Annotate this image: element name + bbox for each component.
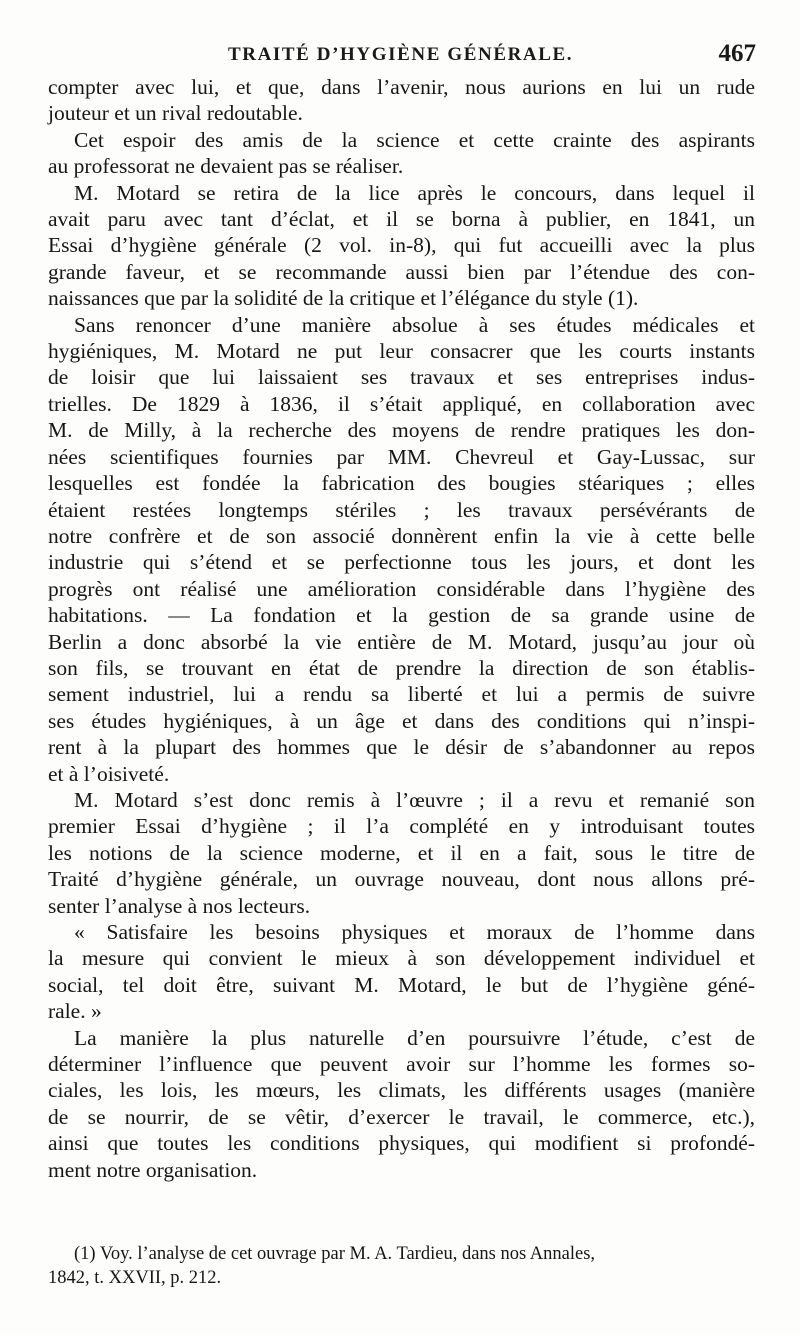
page-number: 467 [718, 40, 756, 67]
text-line: sement industriel, lui a rendu sa liberté et lui a permis de suivre [48, 682, 755, 707]
text-line: grande faveur, et se recommande aussi bien par l’étendue des con- [48, 259, 755, 284]
page-header [48, 40, 760, 72]
text-line: ciales, les lois, les mœurs, les climats, les différents usages (manière [48, 1078, 755, 1103]
text-line: déterminer l’influence que peuvent avoir sur l’homme les formes so- [48, 1052, 755, 1077]
text-line: M. Motard se retira de la lice après le concours, dans lequel il [74, 180, 755, 205]
text-line: ainsi que toutes les conditions physiques, qui modifient si profondé- [48, 1131, 755, 1156]
paragraph-4 [48, 312, 755, 787]
text-line: senter l’analyse à nos lecteurs. [48, 893, 311, 918]
text-line: au professorat ne devaient pas se réaliser. [48, 154, 404, 179]
text-line: Berlin a donc absorbé la vie entière de M. Motard, jusqu’au jour où [48, 629, 755, 654]
text-line: rent à la plupart des hommes que le désir de s’abandonner au repos [48, 735, 755, 760]
text-line: premier Essai d’hygiène ; il l’a complété en y introduisant toutes [48, 814, 755, 839]
paragraph-2 [48, 127, 755, 180]
paragraph-5 [48, 787, 755, 919]
text-line: rale. » [48, 999, 102, 1024]
text-line: Cet espoir des amis de la science et cette crainte des aspirants [74, 127, 755, 152]
text-line: et à l’oisiveté. [48, 761, 170, 786]
text-line: industrie qui s’étend et se perfectionne tous les jours, et dont les [48, 550, 755, 575]
text-line: avait paru avec tant d’éclat, et il se borna à publier, en 1841, un [48, 207, 755, 232]
text-line: M. Motard s’est donc remis à l’œuvre ; il a revu et remanié son [74, 787, 755, 812]
footnote-1 [48, 1242, 755, 1290]
text-line: notre confrère et de son associé donnèrent enfin la vie à cette belle [48, 523, 755, 548]
body-text [48, 74, 755, 1183]
text-line: compter avec lui, et que, dans l’avenir, nous aurions en lui un rude [48, 75, 755, 99]
text-line: social, tel doit être, suivant M. Motard, le but de l’hygiène géné- [48, 972, 755, 997]
text-line: nées scientifiques fournies par MM. Chevreul et Gay-Lussac, sur [48, 444, 755, 469]
text-line: Essai d’hygiène générale (2 vol. in-8), qui fut accueilli avec la plus [48, 233, 755, 258]
text-line: la mesure qui convient le mieux à son développement individuel et [48, 946, 755, 971]
running-title: TRAITÉ D’HYGIÈNE GÉNÉRALE. [228, 44, 574, 65]
text-line: habitations. — La fondation et la gestion de sa grande usine de [48, 603, 755, 628]
paragraph-7 [48, 1025, 755, 1183]
text-line: lesquelles est fondée la fabrication des bougies stéariques ; elles [48, 471, 755, 496]
text-line: de loisir que lui laissaient ses travaux et ses entreprises indus- [48, 365, 755, 390]
text-line: ses études hygiéniques, à un âge et dans des conditions qui n’inspi- [48, 708, 755, 733]
text-line: Sans renoncer d’une manière absolue à ses études médicales et [74, 312, 755, 337]
footnote-line: (1) Voy. l’analyse de cet ouvrage par M. A. Tardieu, dans nos Annales, [74, 1244, 596, 1264]
text-line: de se nourrir, de se vêtir, d’exercer le travail, le commerce, etc.), [48, 1104, 755, 1129]
text-line: Traité d’hygiène générale, un ouvrage nouveau, dont nous allons pré- [48, 867, 755, 892]
text-line: trielles. De 1829 à 1836, il s’était appliqué, en collaboration avec [48, 391, 755, 416]
text-line: son fils, se trouvant en état de prendre la direction de son établis- [48, 655, 755, 680]
text-line: ment notre organisation. [48, 1157, 258, 1182]
text-line: hygiéniques, M. Motard ne put leur consacrer que les courts instants [48, 339, 755, 364]
text-line: les notions de la science moderne, et il en a fait, sous le titre de [48, 840, 755, 865]
footnotes [48, 1242, 755, 1290]
text-line: La manière la plus naturelle d’en poursuivre l’étude, c’est de [74, 1025, 755, 1050]
paragraph-1 [48, 74, 755, 127]
text-line: « Satisfaire les besoins physiques et moraux de l’homme dans [74, 920, 755, 944]
paragraph-6-quote [48, 919, 755, 1025]
text-line: progrès ont réalisé une amélioration considérable dans l’hygiène des [48, 576, 755, 601]
text-line: M. de Milly, à la recherche des moyens de rendre pratiques les don- [48, 418, 755, 443]
paragraph-3 [48, 180, 755, 312]
text-line: jouteur et un rival redoutable. [48, 101, 303, 126]
text-line: étaient restées longtemps stériles ; les travaux persévérants de [48, 497, 755, 522]
footnote-line: 1842, t. XXVII, p. 212. [48, 1268, 222, 1288]
text-line: naissances que par la solidité de la critique et l’élégance du style (1). [48, 286, 639, 311]
